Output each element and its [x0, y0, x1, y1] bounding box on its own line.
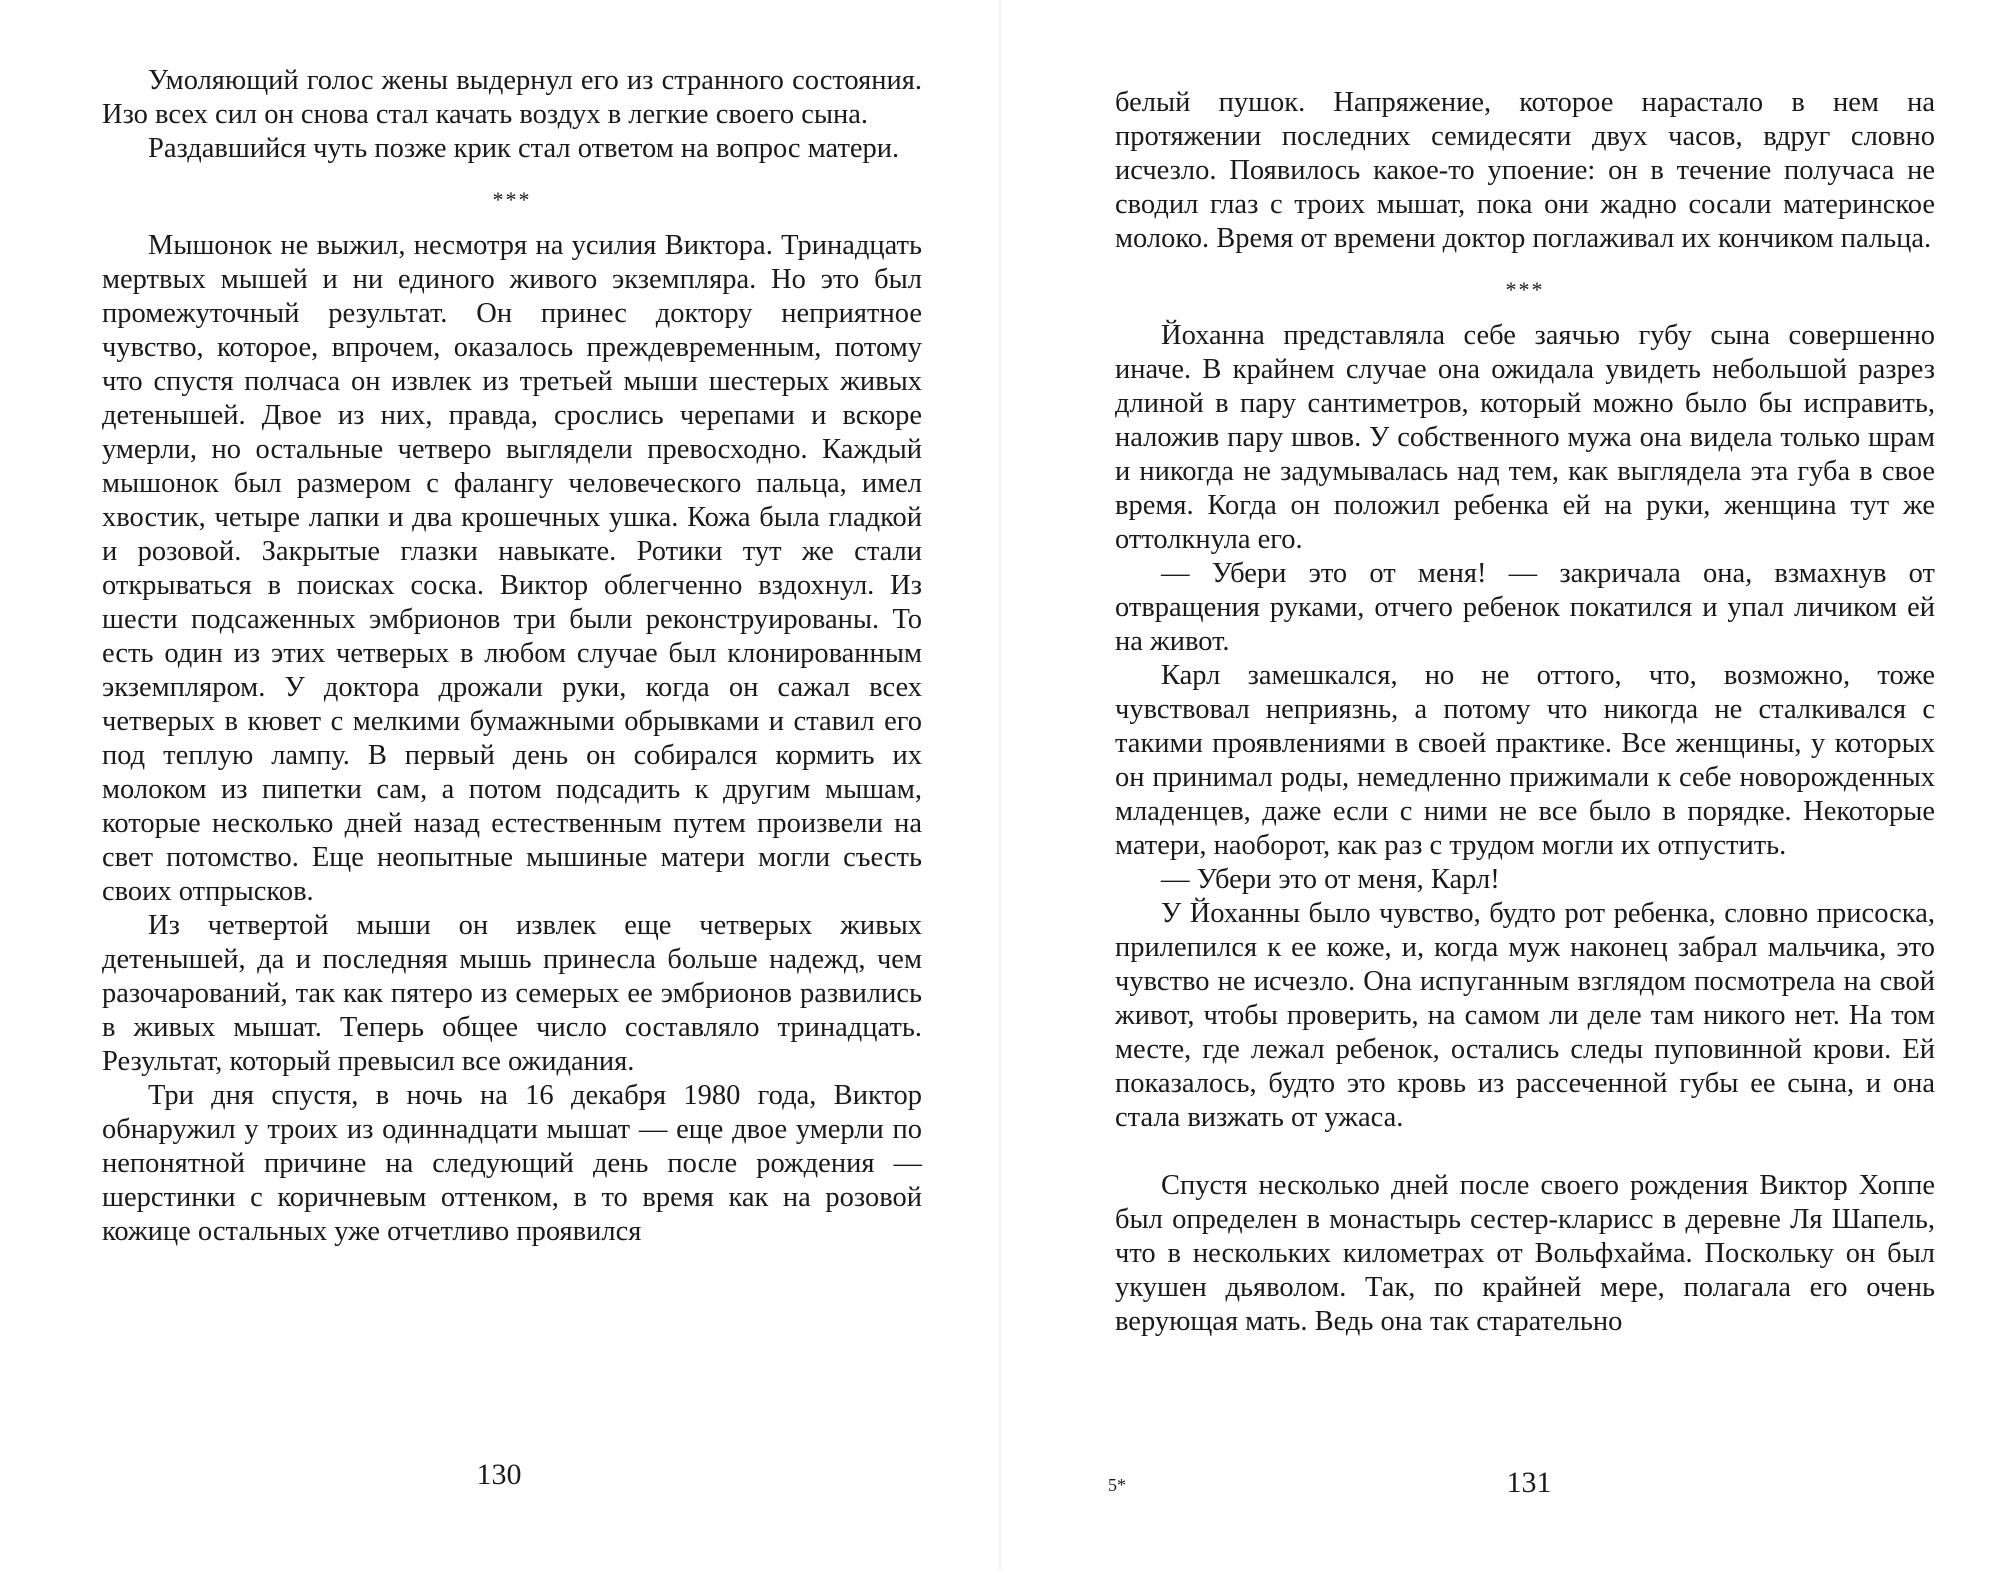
paragraph: Мышонок не выжил, несмотря на усилия Виктора. Тринадцать мертвых мышей и ни единого живого экземпляра. Но это был промежуточный результат. Он принес доктору неприятное чувство, которое, впрочем, оказалось преждевременным, потому что спустя полчаса он извлек из третьей мыши шестерых живых детенышей. Двое из них, правда, срослись черепами и вскоре умерли, но остальные четверо выглядели превосходно. Каждый мышонок был размером с фалангу человеческого пальца, имел хвостик, четыре лапки и два крошечных ушка. Кожа была гладкой и розовой. Закрытые глазки навыкате. Ротики тут же стали открываться в поисках соска. Виктор облегченно вздохнул. Из шести подсаженных эмбрионов три были реконструированы. То есть один из этих четверых в любом случае был клонированным экземпляром. У доктора дрожали руки, когда он сажал всех четверых в кювет с мелкими бумажными обрывками и ставил его под теплую лампу. В первый день он собирался кормить их молоком из пипетки сам, а потом подсадить к другим мышам, которые несколько дней назад естественным путем произвели на свет потомство. Еще неопытные мышиные матери могли съесть своих отпрысков. — [102, 230, 922, 907]
right-page-text — [1115, 86, 1935, 1339]
left-page-text — [102, 64, 922, 1249]
paragraph: — Убери это от меня, Карл! — [1161, 864, 1500, 895]
section-gap — [1115, 1135, 1935, 1169]
paragraph: Умоляющий голос жены выдернул его из странного состояния. Изо всех сил он снова стал качать воздух в легкие своего сына. — [102, 65, 922, 130]
paragraph: — Убери это от меня! — закричала она, взмахнув от отвращения руками, отчего ребенок покатился и упал личиком ей на живот. — [1115, 558, 1935, 657]
paragraph: Раздавшийся чуть позже крик стал ответом на вопрос матери. — [148, 133, 900, 164]
paragraph: У Йоханны было чувство, будто рот ребенка, словно присоска, прилепился к ее коже, и, когда муж наконец забрал мальчика, это чувство не исчезло. Она испуганным взглядом посмотрела на свой живот, чтобы проверить, на самом ли деле там никого нет. На том месте, где лежал ребенок, остались следы пуповинной крови. Ей показалось, будто это кровь из рассеченной губы ее сына, и она стала визжать от ужаса. — [1115, 898, 1935, 1133]
paragraph: Йоханна представляла себе заячью губу сына совершенно иначе. В крайнем случае она ожидала увидеть небольшой разрез длиной в пару сантиметров, который можно было бы исправить, наложив пару швов. У собственного мужа она видела только шрам и никогда не задумывалась над тем, как выглядела эта губа в свое время. Когда он положил ребенка ей на руки, женщина тут же оттолкнула его. — [1115, 320, 1935, 555]
section-separator: *** — [492, 187, 532, 212]
paragraph: Три дня спустя, в ночь на 16 декабря 1980 года, Виктор обнаружил у троих из одиннадцати мышат — еще двое умерли по непонятной причине на следующий день после рождения — шерстинки с коричневым оттенком, в то время как на розовой кожице остальных уже отчетливо проявился — [102, 1080, 922, 1247]
paragraph: Спустя несколько дней после своего рождения Виктор Хоппе был определен в монастырь сестер-кларисс в деревне Ля Шапель, что в нескольких километрах от Вольфхайма. Поскольку он был укушен дьяволом. Так, по крайней мере, полагала его очень верующая мать. Ведь она так старательно — [1115, 1170, 1935, 1337]
paragraph: белый пушок. Напряжение, которое нарастало в нем на протяжении последних семидесяти двух часов, вдруг словно исчезло. Появилось какое-то упоение: он в течение получаса не сводил глаз с троих мышат, пока они жадно сосали материнское молоко. Время от времени доктор поглаживал их кончиком пальца. — [1115, 87, 1935, 254]
right-page — [1000, 0, 2000, 1570]
page-number: 131 — [1506, 1466, 1552, 1499]
page-number: 130 — [476, 1458, 522, 1491]
paragraph: Из четвертой мыши он извлек еще четверых живых детенышей, да и последняя мышь принесла больше надежд, чем разочарований, так как пятеро из семерых ее эмбрионов развились в живых мышат. Теперь общее число составляло тринадцать. Результат, который превысил все ожидания. — [102, 910, 922, 1077]
signature-mark: 5* — [1108, 1475, 1126, 1495]
paragraph: Карл замешкался, но не оттого, что, возможно, тоже чувствовал неприязнь, а потому что никогда не сталкивался с такими проявлениями в своей практике. Все женщины, у которых он принимал роды, немедленно прижимали к себе новорожденных младенцев, даже если с ними не все было в порядке. Некоторые матери, наоборот, как раз с трудом могли их отпустить. — [1115, 660, 1935, 861]
section-separator: *** — [1505, 277, 1545, 302]
